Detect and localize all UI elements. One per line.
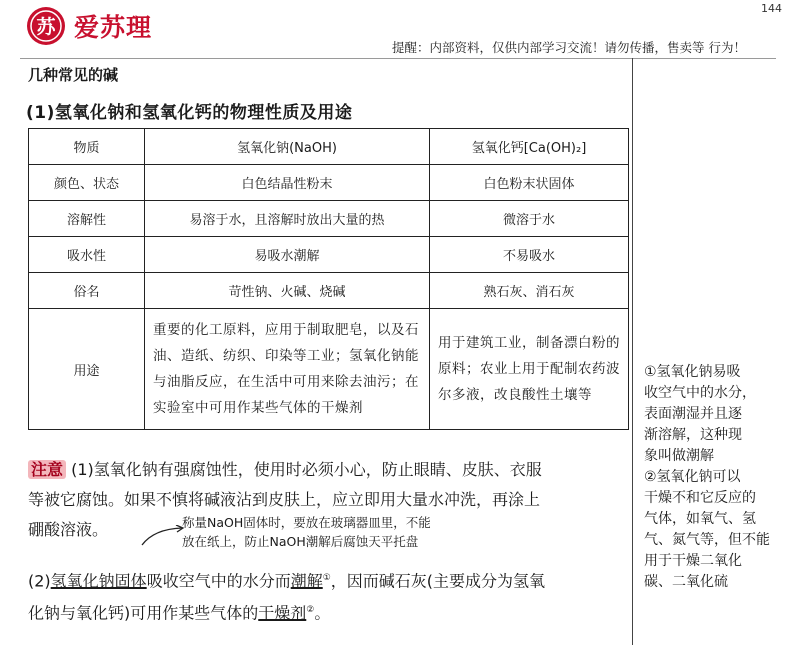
note-tag: 注意: [28, 460, 66, 479]
arrow-icon: [140, 525, 186, 547]
table-cell: 微溶于水: [430, 201, 629, 237]
logo-icon: [26, 6, 66, 46]
sidebar-line: ②氢氧化钠可以: [644, 469, 741, 485]
sidebar-line: 用于干燥二氧化: [644, 553, 742, 569]
sidebar-line: 表面潮湿并且逐: [644, 406, 742, 422]
table-row: [29, 165, 629, 201]
underlined-term: 氢氧化钠固体: [50, 571, 147, 591]
row-label: 用途: [29, 309, 145, 430]
header-divider: [20, 58, 776, 59]
table-cell: 易吸水潮解: [145, 237, 430, 273]
header-notice: 提醒：内部资料，仅供内部学习交流！请勿传播，售卖等 行为！: [392, 40, 746, 55]
note-text: ，因而碱石灰(主要成分为氢氧: [330, 571, 546, 591]
properties-table: [28, 128, 629, 430]
sidebar-line: 气、氮气等，但不能: [644, 532, 770, 548]
table-cell: 白色粉末状固体: [430, 165, 629, 201]
note-text: (2): [28, 571, 51, 591]
note-line: [28, 595, 628, 628]
subsection-title: (1)氢氧化钠和氢氧化钙的物理性质及用途: [26, 103, 353, 123]
note-text: (1)氢氧化钠有强腐蚀性，使用时必须小心，防止眼睛、皮肤、衣服: [71, 460, 542, 479]
table-row: [29, 201, 629, 237]
sidebar-line: 象叫做潮解: [644, 448, 714, 464]
sidebar-line: 收空气中的水分，: [644, 385, 756, 401]
sidebar-line: 气体，如氧气、氢: [644, 511, 756, 527]
side-note: [182, 513, 431, 551]
footnote-marker: ②: [306, 605, 315, 615]
table-header-row: [29, 129, 629, 165]
note-text: 吸收空气中的水分而: [146, 571, 291, 591]
footnote-marker: ①: [322, 573, 331, 583]
row-label: 俗名: [29, 273, 145, 309]
note-text: 。: [314, 603, 331, 623]
page-number: 144: [761, 2, 782, 15]
table-cell: 苛性钠、火碱、烧碱: [145, 273, 430, 309]
note-text: 化钠与氧化钙)可用作某些气体的: [28, 603, 259, 623]
logo: [26, 6, 152, 46]
sidebar-line: ①氢氧化钠易吸: [644, 364, 741, 380]
note-line: 等被它腐蚀。如果不慎将碱液沾到皮肤上，应立即用大量水冲洗，再涂上: [28, 490, 541, 509]
usage-caoh: 用于建筑工业，制备漂白粉的原料；农业上用于配制农药波尔多液，改良酸性土壤等: [430, 309, 629, 430]
table-cell: 不易吸水: [430, 237, 629, 273]
row-label: 吸水性: [29, 237, 145, 273]
note-line: 硼酸溶液。: [28, 520, 109, 539]
table-header-cell: 氢氧化钙[Ca(OH)₂]: [430, 129, 629, 165]
table-row-usage: [29, 309, 629, 430]
table-header-cell: 氢氧化钠(NaOH): [145, 129, 430, 165]
underlined-term: 干燥剂: [258, 603, 307, 623]
table-row: [29, 237, 629, 273]
sidebar-notes: [644, 362, 784, 593]
table-header-cell: 物质: [29, 129, 145, 165]
sidebar-line: 碳、二氧化硫: [644, 574, 728, 590]
note-line: [28, 455, 628, 485]
note-line: [28, 563, 628, 596]
table-cell: 熟石灰、消石灰: [430, 273, 629, 309]
table-cell: 易溶于水，且溶解时放出大量的热: [145, 201, 430, 237]
side-note-line: 称量NaOH固体时，要放在玻璃器皿里，不能: [182, 515, 431, 530]
table-row: [29, 273, 629, 309]
row-label: 溶解性: [29, 201, 145, 237]
sidebar-line: 干燥不和它反应的: [644, 490, 756, 506]
table-cell: 白色结晶性粉末: [145, 165, 430, 201]
usage-naoh: 重要的化工原料，应用于制取肥皂，以及石油、造纸、纺织、印染等工业；氢氧化钠能与油脂反应，在生活中可用来除去油污；在实验室中可用作某些气体的干燥剂: [145, 309, 430, 430]
sidebar-divider: [632, 58, 633, 645]
side-note-line: 放在纸上，防止NaOH潮解后腐蚀天平托盘: [182, 534, 419, 549]
sidebar-line: 渐溶解，这种现: [644, 427, 742, 443]
logo-glyph: 苏: [36, 16, 56, 38]
section-title: 几种常见的碱: [28, 66, 119, 84]
underlined-term: 潮解: [290, 571, 323, 591]
row-label: 颜色、状态: [29, 165, 145, 201]
brand-name: 爱苏理: [74, 13, 153, 42]
